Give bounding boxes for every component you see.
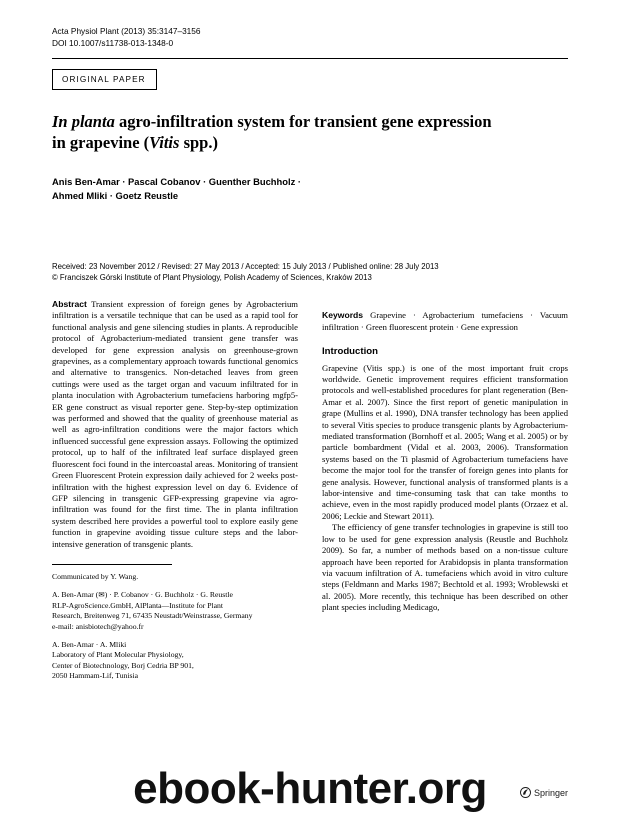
affiliation-2-line1: A. Ben-Amar · A. Mliki xyxy=(52,639,127,649)
paper-type-badge: ORIGINAL PAPER xyxy=(52,69,157,90)
author-list xyxy=(52,175,568,203)
title-line2-a: in grapevine ( xyxy=(52,133,150,152)
abstract-label: Abstract xyxy=(52,299,87,309)
two-column-body xyxy=(52,299,568,690)
affiliation-1-email: e-mail: anisbiotech@yahoo.fr xyxy=(52,621,144,631)
author-line-2: Ahmed Mliki · Goetz Reustle xyxy=(52,190,179,201)
keywords-block xyxy=(322,310,568,333)
affiliation-2-line4: 2050 Hammam-Lif, Tunisia xyxy=(52,671,139,681)
affiliation-2-line3: Center of Biotechnology, Borj Cedria BP 901, xyxy=(52,660,194,670)
abstract-paragraph xyxy=(52,299,298,550)
journal-doi: DOI 10.1007/s11738-013-1348-0 xyxy=(52,37,174,48)
page-title xyxy=(52,111,552,153)
abstract-text: Transient expression of foreign genes by Agrobacterium infiltration is a versatile technique that can be used as a rapid tool for functional analysis and gene silencing studies in plants. A reproducible protocol of Agrobacterium-mediated transient gene transfer was developed for gene expression analysis on greenhouse-grown grapevines, as a complementary approach towards functional genomics and alternative to transgenics. Non-detached leaves from green cuttings were used as the target organ and vacuum infiltrated for in planta inoculation with Agrobacterium tumefaciens harboring mgfp5-ER gene construct as visual reporter gene. Step-by-step optimization was performed and showed that the quality of greenhouse material as well as agro-infiltration conditions were the major factors which influenced successful gene expression assays. Following the optimized protocol, up to half of the infiltrated leaf surface displayed green fluorescent foci found in the intercoastal areas. Monitoring of transient Green Fluorescent Protein expression daily achieved for 2 weeks post-infiltration with the highest expression level on day 6. Evidence of GFP silencing in transgenic GFP-expressing grapevine via agro-infiltration was found for the first time. The in planta infiltration system described here provides a powerful tool to explore easily gene function in grapevine avoiding tissue culture steps and the labor-intensive generation of transgenic plants. xyxy=(52,299,298,549)
keywords-text: Grapevine · Agrobacterium tumefaciens · Vacuum infiltration · Green fluorescent protein · Gene expression xyxy=(322,310,568,332)
author-line-1: Anis Ben-Amar · Pascal Cobanov · Guenther Buchholz · xyxy=(52,176,301,187)
page-content xyxy=(52,26,568,690)
affiliation-1-line3: Research, Breitenweg 71, 67435 Neustadt/Weinstrasse, Germany xyxy=(52,611,253,621)
introduction-paragraph-2: The efficiency of gene transfer technologies in grapevine is still too low to be used for gene expression analysis (Reustle and Buchholz 2009). So far, a number of methods based on a non-tissue culture approach have been reported for Arabidopsis in planta transformation via vacuum infiltration of A. tumefaciens which avoid in vitro culture steps (Feldmann and Marks 1987; Bechtold et al. 1993; Wroblewski et al. 2005). More recently, this technique has been described on other plant species including Medicago, xyxy=(322,522,568,613)
affiliation-1-line1: A. Ben-Amar (✉) · P. Cobanov · G. Buchholz · G. Reustle xyxy=(52,590,233,600)
affiliation-1-line2: RLP-AgroScience.GmbH, AlPlanta—Institute for Plant xyxy=(52,600,224,610)
copyright-line: © Franciszek Górski Institute of Plant Physiology, Polish Academy of Sciences, Kraków 2013 xyxy=(52,273,372,282)
communicated-by: Communicated by Y. Wang. xyxy=(52,571,139,581)
title-line2-italic: Vitis xyxy=(149,133,180,152)
introduction-heading: Introduction xyxy=(322,346,378,358)
introduction-paragraph-1: Grapevine (Vitis spp.) is one of the most important fruit crops worldwide. Genetic improvement requires efficient transformation protocols and well-established procedures for plant regeneration (Ben-Amar et al. 2007). Since the first report of genetic manipulation in grape (Mullins et al. 1990), DNA transfer technology has been applied to several Vitis species to produce transgenic plants by Agrobacterium-mediated transformation (Bornhoff et al. 2005; Wang et al. 2005) or by particle bombardment (Vidal et al. 2003, 2006). Transformation systems based on the Ti plasmid of Agrobacterium tumefaciens have become the major tool for the transfer of foreign genes into plants for gene analysis. However, functional analysis of transformed plants is a labor-intensive and time-consuming task that can take months to achieve, even in the most rapidly produced model plants (Orzaez et al. 2006; Leckie and Stewart 2011). xyxy=(322,362,568,521)
title-rest: agro-infiltration system for transient gene expression xyxy=(114,112,492,131)
affiliation-2-line2: Laboratory of Plant Molecular Physiology, xyxy=(52,650,184,660)
left-column xyxy=(52,299,298,690)
header-divider xyxy=(52,58,568,59)
footnote-block xyxy=(52,572,298,682)
publication-dates: Received: 23 November 2012 / Revised: 27 May 2013 / Accepted: 15 July 2013 / Published online: 28 July 2013 xyxy=(52,262,439,271)
journal-reference xyxy=(52,26,568,49)
watermark-text: ebook-hunter.org xyxy=(133,764,487,813)
title-italic-part: In planta xyxy=(52,112,115,131)
keywords-label: Keywords xyxy=(322,310,364,320)
springer-label: Springer xyxy=(533,787,568,798)
title-line2-b: spp.) xyxy=(179,133,218,152)
right-column xyxy=(322,299,568,690)
affiliation-2 xyxy=(52,640,298,682)
footnote-divider xyxy=(52,564,172,565)
affiliation-1 xyxy=(52,590,298,632)
journal-citation: Acta Physiol Plant (2013) 35:3147–3156 xyxy=(52,26,201,36)
